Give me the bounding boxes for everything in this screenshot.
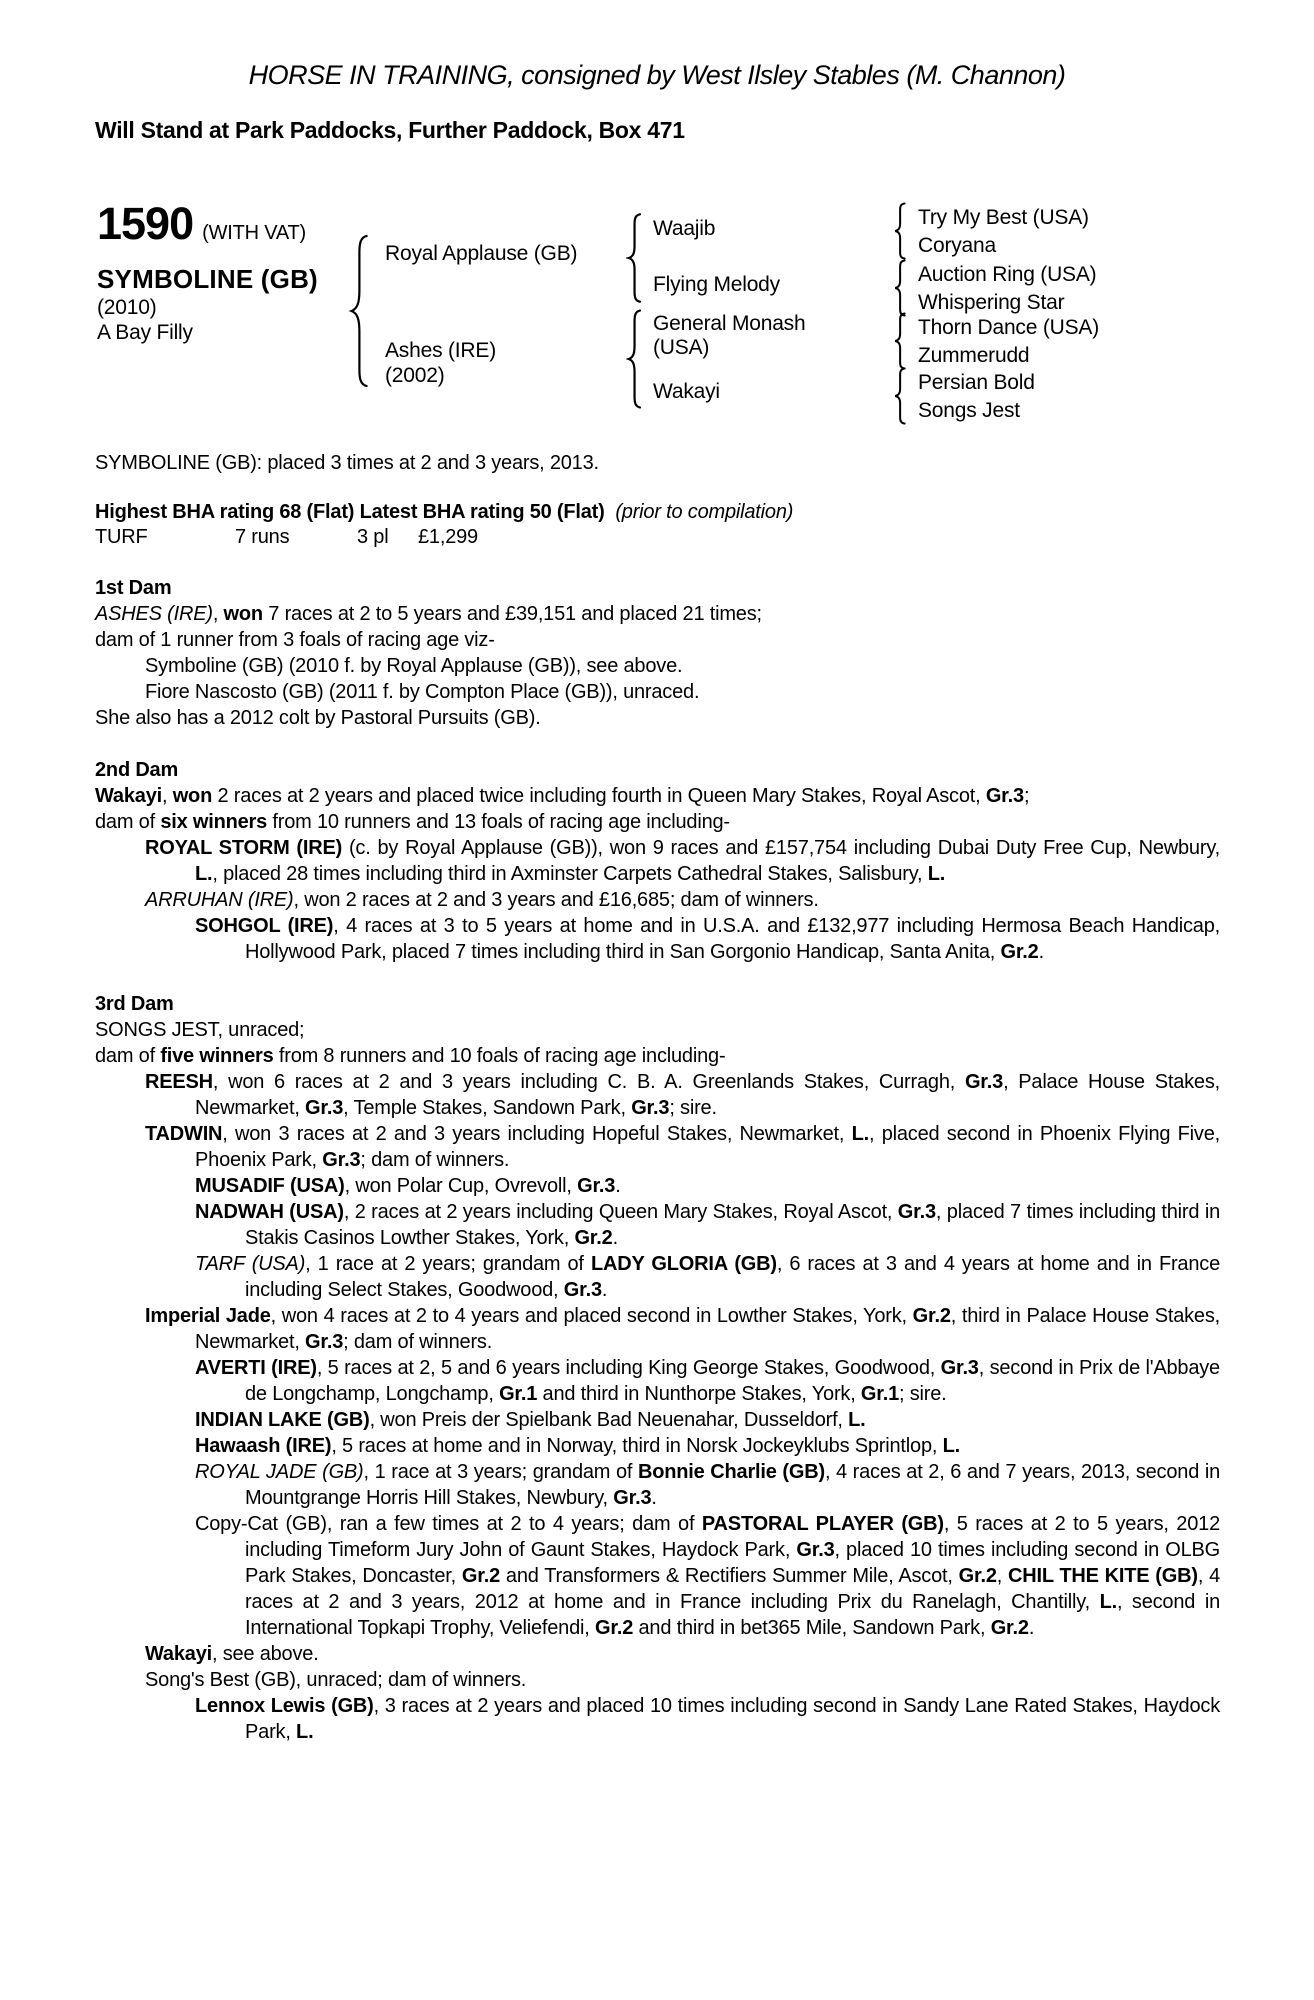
horse-description: A Bay Filly: [97, 321, 193, 344]
great-grandparent-pair: [918, 369, 1035, 425]
sire-name: Royal Applause (GB): [385, 242, 578, 265]
stand-location: Will Stand at Park Paddocks, Further Paddock, Box 471: [95, 117, 685, 143]
pedigree-table: [0, 162, 1314, 424]
ggp-name: Try My Best (USA): [918, 206, 1089, 229]
pedigree-paragraph: Song's Best (GB), unraced; dam of winners.: [145, 1669, 527, 1691]
page-title: HORSE IN TRAINING, consigned by West Ilsley Stables (M. Channon): [248, 60, 1066, 90]
pedigree-paragraph: MUSADIF (USA), won Polar Cup, Ovrevoll, Gr.3.: [195, 1175, 621, 1197]
race-record-row: [95, 526, 1220, 549]
rating-note-text: (prior to compilation): [615, 501, 794, 523]
pedigree-paragraph: SONGS JEST, unraced;: [95, 1019, 305, 1041]
pedigree-paragraph: Wakayi, see above.: [145, 1643, 319, 1665]
pedigree-brace: [626, 212, 644, 304]
section-heading: 1st Dam: [95, 577, 172, 599]
pedigree-brace: [893, 259, 908, 317]
bha-rating-line: [95, 501, 1220, 524]
granddam-maternal: Wakayi: [653, 380, 720, 403]
pedigree-paragraph: She also has a 2012 colt by Pastoral Pursuits (GB).: [95, 707, 541, 729]
pedigree-paragraph: dam of six winners from 10 runners and 13 foals of racing age including-: [95, 811, 730, 833]
race-record: SYMBOLINE (GB): placed 3 times at 2 and 3 years, 2013.: [95, 452, 599, 474]
lot-line: [97, 198, 306, 250]
pedigree-paragraph: REESH, won 6 races at 2 and 3 years including C. B. A. Greenlands Stakes, Curragh, Gr.3, Palace House Stakes, Newmarket, Gr.3, Temple Stakes, Sandown Park, Gr.3; sire.: [145, 1071, 1220, 1119]
pedigree-paragraph: dam of five winners from 8 runners and 10 foals of racing age including-: [95, 1045, 726, 1067]
ggp-name: Whispering Star: [918, 291, 1065, 314]
pedigree-paragraph: INDIAN LAKE (GB), won Preis der Spielbank Bad Neuenahar, Dusseldorf, L.: [195, 1409, 866, 1431]
runs-value: 7 runs: [235, 526, 290, 548]
pedigree-brace: [893, 202, 908, 260]
granddam-paternal: Flying Melody: [653, 273, 780, 296]
pedigree-brace: [348, 232, 372, 390]
surface-label: TURF: [95, 526, 148, 548]
pedigree-paragraph: dam of 1 runner from 3 foals of racing age viz-: [95, 629, 495, 651]
pedigree-brace: [626, 308, 644, 410]
pedigree-paragraph: ARRUHAN (IRE), won 2 races at 2 and 3 years and £16,685; dam of winners.: [145, 889, 819, 911]
pedigree-paragraph: TADWIN, won 3 races at 2 and 3 years including Hopeful Stakes, Newmarket, L., placed second in Phoenix Flying Five, Phoenix Park, Gr.3; dam of winners.: [145, 1123, 1221, 1171]
grandsire-maternal: General Monash (USA): [653, 312, 806, 359]
placed-value: 3 pl: [357, 526, 389, 548]
great-grandparent-pair: [918, 204, 1089, 260]
bha-rating-text: Highest BHA rating 68 (Flat) Latest BHA rating 50 (Flat): [95, 501, 605, 523]
horse-name: SYMBOLINE (GB): [97, 264, 318, 294]
pedigree-paragraph: TARF (USA), 1 race at 2 years; grandam of LADY GLORIA (GB), 6 races at 3 and 4 years at home and in France including Select Stakes, Goodwood, Gr.3.: [195, 1253, 1220, 1301]
pedigree-paragraph: Lennox Lewis (GB), 3 races at 2 years and placed 10 times including second in Sandy Lane Rated Stakes, Haydock Park, L.: [195, 1695, 1220, 1743]
pedigree-paragraph: Fiore Nascosto (GB) (2011 f. by Compton Place (GB)), unraced.: [145, 681, 700, 703]
lot-number: 1590: [97, 198, 194, 249]
pedigree-paragraph: Wakayi, won 2 races at 2 years and placed twice including fourth in Queen Mary Stakes, Royal Ascot, Gr.3;: [95, 785, 1030, 807]
earnings-value: £1,299: [418, 526, 478, 548]
great-grandparent-pair: [918, 314, 1099, 370]
lot-vat-note: (WITH VAT): [202, 222, 307, 244]
pedigree-paragraph: ASHES (IRE), won 7 races at 2 to 5 years and £39,151 and placed 21 times;: [95, 603, 762, 625]
pedigree-paragraph: AVERTI (IRE), 5 races at 2, 5 and 6 years including King George Stakes, Goodwood, Gr.3, second in Prix de l'Abbaye de Longchamp, Longchamp, Gr.1 and third in Nunthorpe Stakes, York, Gr.1; sire.: [195, 1357, 1220, 1405]
ggp-name: Zummerudd: [918, 344, 1030, 367]
pedigree-paragraph: Hawaash (IRE), 5 races at home and in Norway, third in Norsk Jockeyklubs Sprintlop, L.: [195, 1435, 960, 1457]
great-grandparent-pair: [918, 261, 1096, 317]
dam-name: Ashes (IRE): [385, 339, 496, 362]
ggp-name: Coryana: [918, 234, 996, 257]
section-heading: 2nd Dam: [95, 759, 179, 781]
pedigree-paragraph: Imperial Jade, won 4 races at 2 to 4 years and placed second in Lowther Stakes, York, Gr.2, third in Palace House Stakes, Newmarket, Gr.3; dam of winners.: [145, 1305, 1221, 1353]
pedigree-paragraph: Copy-Cat (GB), ran a few times at 2 to 4 years; dam of PASTORAL PLAYER (GB), 5 races at 2 to 5 years, 2012 including Timeform Jury John of Gaunt Stakes, Haydock Park, Gr.3, placed 10 times including second in OLBG Park Stakes, Doncaster, Gr.2 and Transformers & Rectifiers Summer Mile, Ascot, Gr.2, CHIL THE KITE (GB), 4 races at 2 and 3 years, 2012 at home and in France including Prix du Ranelagh, Chantilly, L., second in International Topkapi Trophy, Veliefendi, Gr.2 and third in bet365 Mile, Sandown Park, Gr.2.: [195, 1513, 1220, 1639]
pedigree-paragraph: ROYAL STORM (IRE) (c. by Royal Applause (GB)), won 9 races and £157,754 including Dubai Duty Free Cup, Newbury, L., placed 28 times including third in Axminster Carpets Cathedral Stakes, Salisbury, L.: [145, 837, 1220, 885]
pedigree-brace: [893, 367, 908, 425]
ggp-name: Auction Ring (USA): [918, 263, 1097, 286]
ratings-block: [95, 501, 1220, 549]
pedigree-paragraph: NADWAH (USA), 2 races at 2 years including Queen Mary Stakes, Royal Ascot, Gr.3, placed 7 times including third in Stakis Casinos Lowther Stakes, York, Gr.2.: [195, 1201, 1220, 1249]
section-heading: 3rd Dam: [95, 993, 174, 1015]
horse-year: (2010): [97, 296, 157, 319]
ggp-name: Thorn Dance (USA): [918, 316, 1099, 339]
pedigree-brace: [893, 312, 908, 370]
ggp-name: Persian Bold: [918, 371, 1035, 394]
pedigree-paragraph: Symboline (GB) (2010 f. by Royal Applause (GB)), see above.: [145, 655, 683, 677]
dam-year: (2002): [385, 364, 445, 387]
grandsire-paternal: Waajib: [653, 217, 716, 240]
dam-sections: [95, 575, 1220, 1745]
pedigree-paragraph: SOHGOL (IRE), 4 races at 3 to 5 years at home and in U.S.A. and £132,977 including Hermosa Beach Handicap, Hollywood Park, placed 7 times including third in San Gorgonio Handicap, Santa Anita, Gr.2.: [195, 915, 1220, 963]
ggp-name: Songs Jest: [918, 399, 1020, 422]
pedigree-paragraph: ROYAL JADE (GB), 1 race at 3 years; grandam of Bonnie Charlie (GB), 4 races at 2, 6 and 7 years, 2013, second in Mountgrange Horris Hill Stakes, Newbury, Gr.3.: [195, 1461, 1221, 1509]
